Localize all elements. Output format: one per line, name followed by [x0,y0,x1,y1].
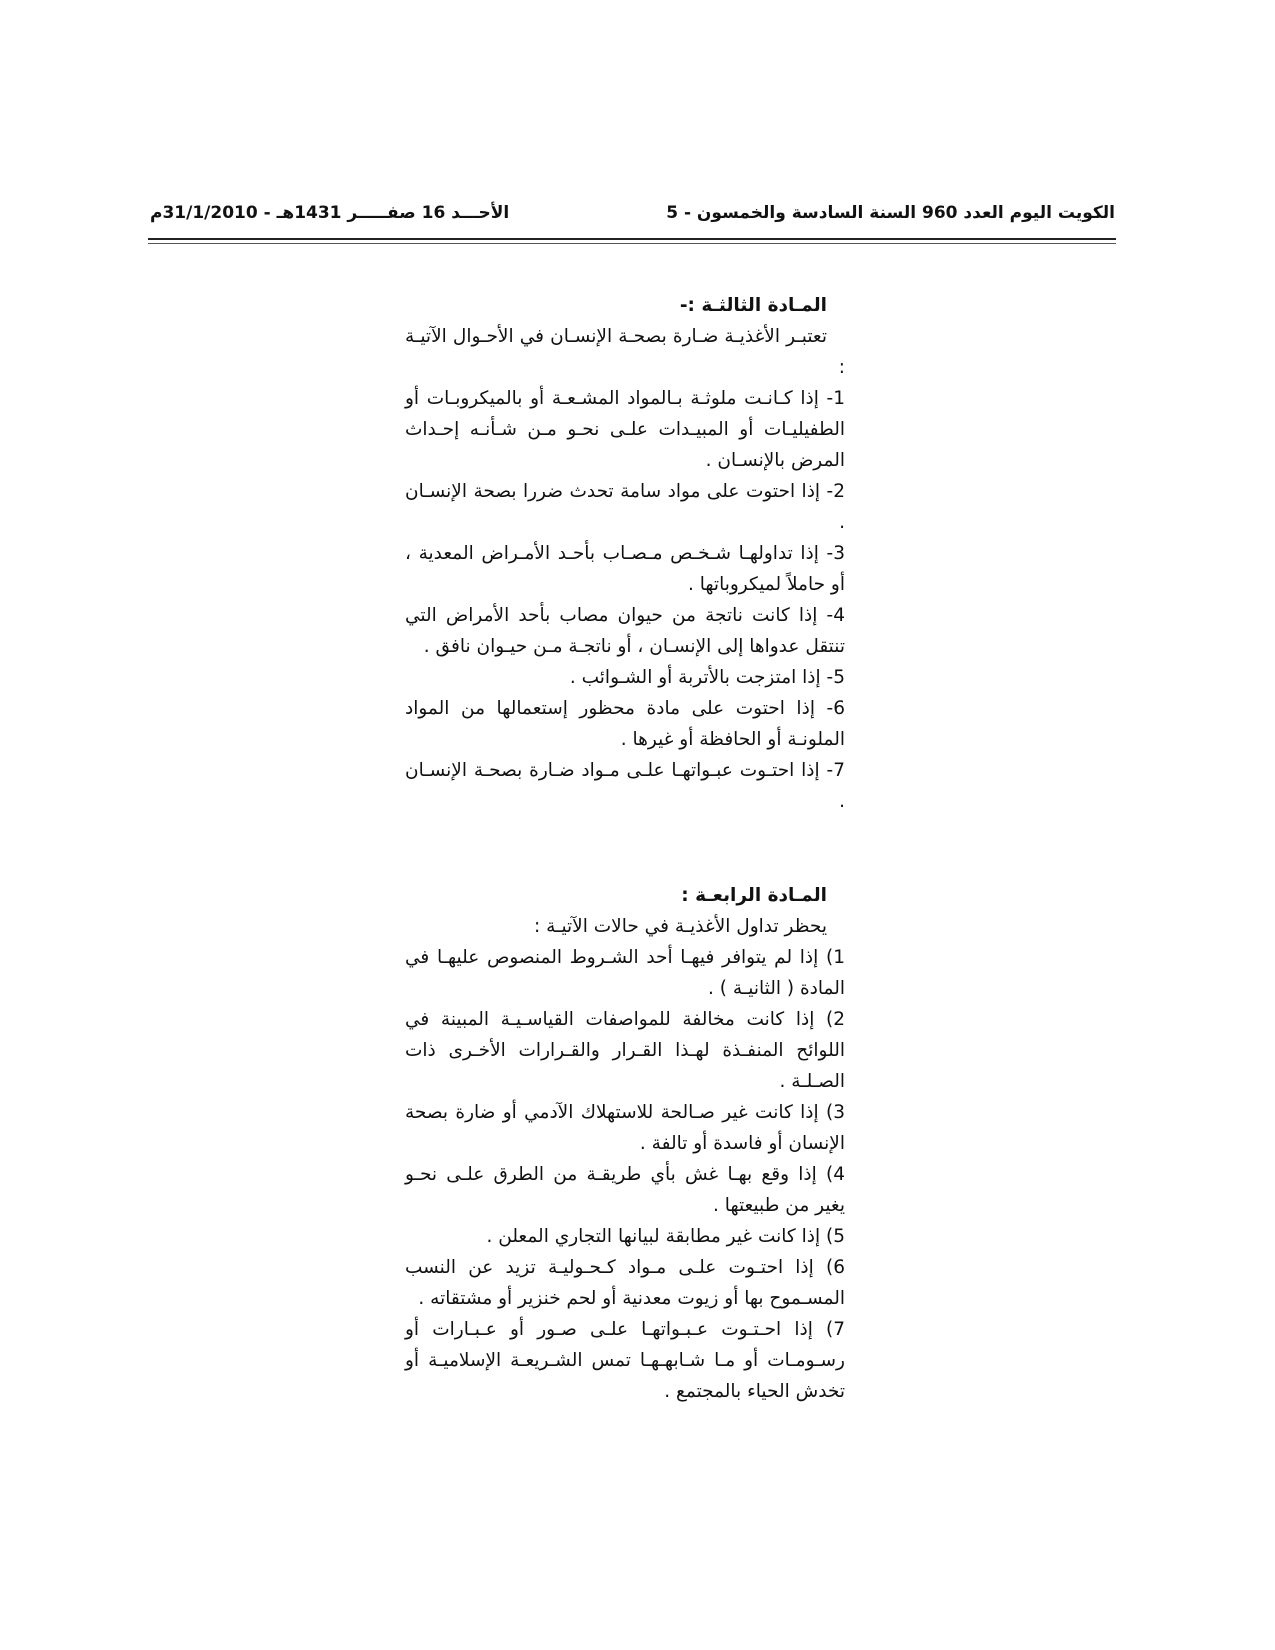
article-4-title: المـادة الرابعـة : [681,885,827,906]
article-3-title: المـادة الثالثـة :- [679,295,827,316]
article-3-item: 2- إذا احتوت على مواد سامة تحدث ضررا بصحة الإنسـان . [405,481,845,533]
article-4-item: 6) إذا احتـوت علـى مـواد كـحـوليـة تزيد عن النسب المسـموح بها أو زيوت معدنية أو لحم خنزير أو مشتقاته . [405,1257,845,1309]
article-3-item: 4- إذا كانت ناتجة من حيوان مصاب بأحد الأمراض التي تنتقل عدواها إلى الإنسـان ، أو ناتجـة مـن حيـوان نافق . [405,605,845,657]
article-3 [405,290,845,817]
article-4-item: 5) إذا كانت غير مطابقة لبيانها التجاري المعلن . [486,1226,845,1247]
header-date: الأحـــد 16 صفـــــر 1431هـ - 31/1/2010م [150,203,510,223]
article-3-item: 5- إذا امتزجت بالأتربة أو الشـوائب . [569,667,845,688]
article-4-item: 1) إذا لم يتوافر فيهـا أحد الشـروط المنصوص عليهـا في المادة ( الثانيـة ) . [405,947,845,999]
header-publication: الكويت اليوم العدد 960 السنة السادسة والخمسون - 5 [666,203,1115,223]
article-4 [405,880,845,1407]
article-4-item: 4) إذا وقع بهـا غش بأي طريقـة من الطرق علـى نحـو يغير من طبيعتها . [405,1164,845,1216]
article-4-item: 7) إذا احـتـوت عـبـواتهـا علـى صـور أو عـبـارات أو رسـومـات أو مـا شـابهـهـا تمس الشـريعـة الإسلاميـة أو تخدش الحياء بالمجتمع . [405,1319,845,1402]
page-header [150,203,1115,235]
article-3-item: 6- إذا احتوت على مادة محظور إستعمالها من المواد الملونـة أو الحافظة أو غيرها . [405,698,845,750]
article-3-item: 1- إذا كـانـت ملوثـة بـالمواد المشـعـة أو بالميكروبـات أو الطفيليـات أو المبيـدات علـى نحـو مـن شـأنـه إحـداث المرض بالإنسـان . [405,388,845,471]
article-4-item: 2) إذا كانت مخالفة للمواصفات القياسـيـة المبينة في اللوائح المنفـذة لهـذا القـرار والقـرارات الأخـرى ذات الصـلـة . [405,1009,845,1092]
header-rule-thin [148,243,1116,244]
header-rule [148,238,1116,240]
article-4-item: 3) إذا كانت غير صـالحة للاستهلاك الآدمي أو ضارة بصحة الإنسان أو فاسدة أو تالفة . [405,1102,845,1154]
article-3-item: 7- إذا احتـوت عبـواتهـا علـى مـواد ضـارة بصحـة الإنسـان . [405,760,845,812]
article-3-intro: تعتبـر الأغذيـة ضـارة بصحـة الإنسـان في الأحـوال الآتيـة : [405,326,845,378]
article-3-item: 3- إذا تداولهـا شـخـص مـصـاب بأحـد الأمـراض المعدية ، أو حاملاً لميكروباتها . [405,543,845,595]
article-4-intro: يحظر تداول الأغذيـة في حالات الآتيـة : [534,916,827,937]
